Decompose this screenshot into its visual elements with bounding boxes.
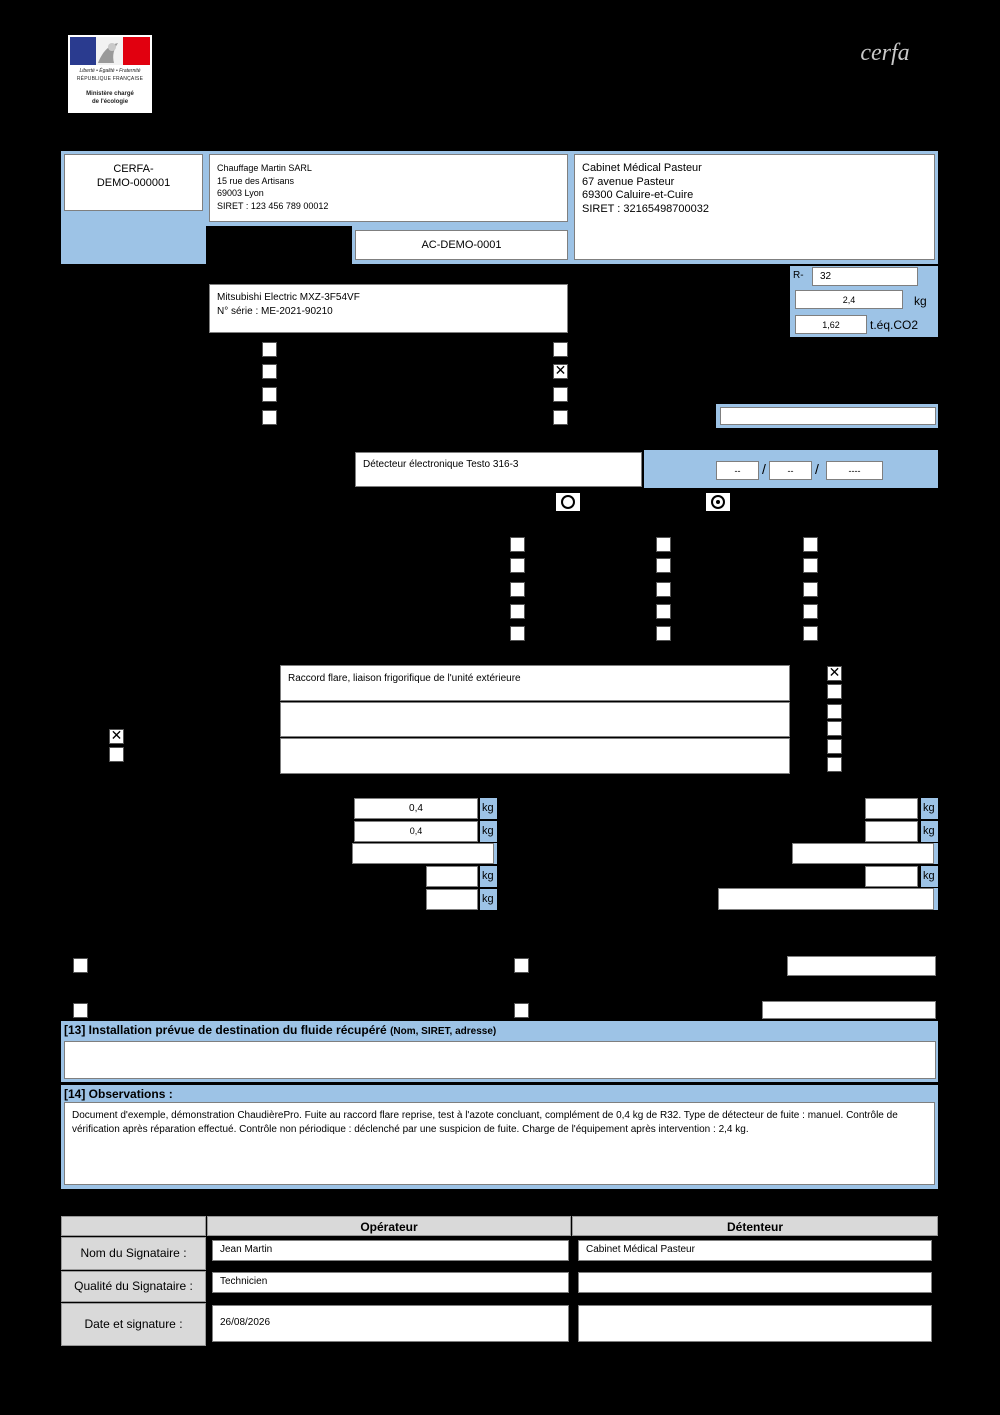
form-number: CERFA- DEMO-000001	[64, 154, 203, 211]
right-qty-field-3[interactable]	[865, 866, 918, 887]
right-text-field-2[interactable]	[718, 888, 934, 910]
co2-unit: t.éq.CO2	[870, 318, 919, 332]
grid-checkbox-c3[interactable]	[803, 582, 818, 597]
equipment-checkbox-left-3[interactable]	[262, 387, 277, 402]
radio-ring-icon	[561, 495, 575, 509]
section-13-subtitle: (Nom, SIRET, adresse)	[390, 1026, 497, 1037]
holder-column-header: Détenteur	[572, 1216, 938, 1236]
lower-text-field-1[interactable]	[787, 956, 936, 976]
section-13-header	[61, 1021, 938, 1041]
right-qty-field-1[interactable]	[865, 798, 918, 819]
republique-logo	[68, 35, 152, 113]
operator-column-header: Opérateur	[207, 1216, 571, 1236]
added-quantity-unit: kg	[480, 798, 497, 819]
holder-date-signature-field[interactable]	[578, 1305, 932, 1342]
radio-dot-icon	[716, 500, 720, 504]
section-14-header	[61, 1085, 938, 1102]
right-text-field-1[interactable]	[792, 843, 934, 864]
equipment-checkbox-right-1[interactable]	[553, 342, 568, 357]
logo-line-4: de l'écologie	[91, 99, 129, 105]
lower-checkbox-4[interactable]	[514, 1003, 529, 1018]
equipment-checkbox-right-2[interactable]: ✕	[554, 364, 567, 379]
leak-checkbox-5[interactable]	[827, 739, 842, 754]
equipment-checkbox-right-3[interactable]	[553, 387, 568, 402]
operator-name-field[interactable]: Jean Martin	[212, 1240, 569, 1261]
grid-checkbox-b2[interactable]	[656, 558, 671, 573]
logo-line-3: Ministère chargé	[86, 91, 134, 97]
logo-line-2: RÉPUBLIQUE FRANÇAISE	[76, 76, 144, 82]
grid-checkbox-c4[interactable]	[803, 604, 818, 619]
detector-field[interactable]: Détecteur électronique Testo 316-3	[355, 452, 642, 487]
signatory-name-label: Nom du Signataire :	[61, 1237, 206, 1270]
leak-location-2[interactable]	[280, 702, 790, 737]
leak-checkbox-4[interactable]	[827, 721, 842, 736]
date-signature-label: Date et signature :	[61, 1303, 206, 1346]
attestation-number-field[interactable]: AC-DEMO-0001	[355, 230, 568, 260]
radio-ring-icon	[711, 495, 725, 509]
detector-date-year[interactable]: ----	[826, 461, 883, 480]
grid-checkbox-a3[interactable]	[510, 582, 525, 597]
right-text-field-1-edge	[934, 843, 938, 864]
detector-date-month[interactable]: --	[769, 461, 812, 480]
left-text-field-edge	[494, 843, 497, 864]
side-checkbox-2[interactable]	[109, 747, 124, 762]
detector-date-day[interactable]: --	[716, 461, 759, 480]
date-separator-1: /	[762, 461, 766, 477]
holder-quality-field[interactable]	[578, 1272, 932, 1293]
lower-text-field-2[interactable]	[762, 1001, 936, 1019]
grid-checkbox-b5[interactable]	[656, 626, 671, 641]
left-qty-unit-4: kg	[480, 889, 497, 910]
fluid-prefix: R-	[793, 270, 804, 281]
leak-location-1[interactable]: Raccord flare, liaison frigorifique de l'unité extérieure	[280, 665, 790, 701]
grid-checkbox-a2[interactable]	[510, 558, 525, 573]
marianne-icon	[68, 35, 152, 67]
grid-checkbox-b4[interactable]	[656, 604, 671, 619]
added-quantity-field-2[interactable]: 0,4	[354, 821, 478, 842]
equipment-checkbox-left-2[interactable]	[262, 364, 277, 379]
equipment-checkbox-right-4[interactable]	[553, 410, 568, 425]
holder-identity-field[interactable]: Cabinet Médical Pasteur 67 avenue Pasteur 69300 Caluire-et-Cuire SIRET : 32165498700032	[574, 154, 935, 260]
equipment-checkbox-left-1[interactable]	[262, 342, 277, 357]
left-qty-field-3[interactable]	[426, 866, 478, 887]
operator-identity-field[interactable]: Chauffage Martin SARL 15 rue des Artisans 69003 Lyon SIRET : 123 456 789 00012	[209, 154, 568, 222]
left-qty-field-4[interactable]	[426, 889, 478, 910]
leak-location-3[interactable]	[280, 738, 790, 774]
equipment-identity-field[interactable]: Mitsubishi Electric MXZ-3F54VF N° série : ME-2021-90210	[209, 284, 568, 333]
leak-checkbox-6[interactable]	[827, 757, 842, 772]
added-quantity-unit-2: kg	[480, 821, 497, 842]
grid-checkbox-b1[interactable]	[656, 537, 671, 552]
operator-quality-field[interactable]: Technicien	[212, 1272, 569, 1293]
section-13-title: [13] Installation prévue de destination du fluide récupéré	[64, 1023, 387, 1037]
holder-name-field[interactable]: Cabinet Médical Pasteur	[578, 1240, 932, 1261]
logo-line-1: Liberté • Égalité • Fraternité	[79, 68, 141, 74]
lower-checkbox-2[interactable]	[514, 958, 529, 973]
right-qty-unit-3: kg	[921, 866, 938, 887]
grid-checkbox-a5[interactable]	[510, 626, 525, 641]
fluid-charge-field[interactable]: 2,4	[795, 290, 903, 309]
radio-option-2[interactable]	[706, 493, 730, 511]
signatory-quality-label: Qualité du Signataire :	[61, 1271, 206, 1302]
leak-checkbox-3[interactable]	[827, 704, 842, 719]
cerfa-mark: cerfa	[860, 40, 910, 66]
fluid-code-field[interactable]: 32	[812, 267, 918, 286]
radio-option-1[interactable]	[556, 493, 580, 511]
other-text-field[interactable]	[720, 407, 936, 425]
signature-corner	[61, 1216, 206, 1236]
grid-checkbox-c2[interactable]	[803, 558, 818, 573]
right-qty-unit-2: kg	[921, 821, 938, 842]
equipment-checkbox-left-4[interactable]	[262, 410, 277, 425]
leak-checkbox-1[interactable]: ✕	[828, 666, 841, 681]
co2-equivalent-field[interactable]: 1,62	[795, 315, 867, 334]
operator-date-signature-field[interactable]: 26/08/2026	[212, 1305, 569, 1342]
grid-checkbox-a1[interactable]	[510, 537, 525, 552]
added-quantity-field[interactable]: 0,4	[354, 798, 478, 819]
left-text-field[interactable]	[352, 843, 494, 864]
observations-field[interactable]: Document d'exemple, démonstration ChaudièrePro. Fuite au raccord flare reprise, test à l'azote concluant, complément de 0,4 kg de R32. Type de détecteur de fuite : manuel. Contrôle de vérification après réparation effectué. Contrôle non périodique : déclenché par une suspicion de fuite. Charge de l'équipement après intervention : 2,4 kg.	[64, 1102, 935, 1185]
right-qty-unit-1: kg	[921, 798, 938, 819]
lower-checkbox-1[interactable]	[73, 958, 88, 973]
lower-checkbox-3[interactable]	[73, 1003, 88, 1018]
date-separator-2: /	[815, 461, 819, 477]
side-checkbox-1[interactable]: ✕	[110, 729, 123, 744]
recovered-fluid-destination-field[interactable]	[64, 1041, 936, 1079]
right-text-field-2-edge	[934, 888, 938, 910]
grid-checkbox-c5[interactable]	[803, 626, 818, 641]
fluid-charge-unit: kg	[914, 294, 927, 308]
grid-checkbox-b3[interactable]	[656, 582, 671, 597]
leak-checkbox-2[interactable]	[827, 684, 842, 699]
grid-checkbox-a4[interactable]	[510, 604, 525, 619]
left-qty-unit-3: kg	[480, 866, 497, 887]
grid-checkbox-c1[interactable]	[803, 537, 818, 552]
right-qty-field-2[interactable]	[865, 821, 918, 842]
section-14-title: [14] Observations :	[64, 1087, 173, 1101]
